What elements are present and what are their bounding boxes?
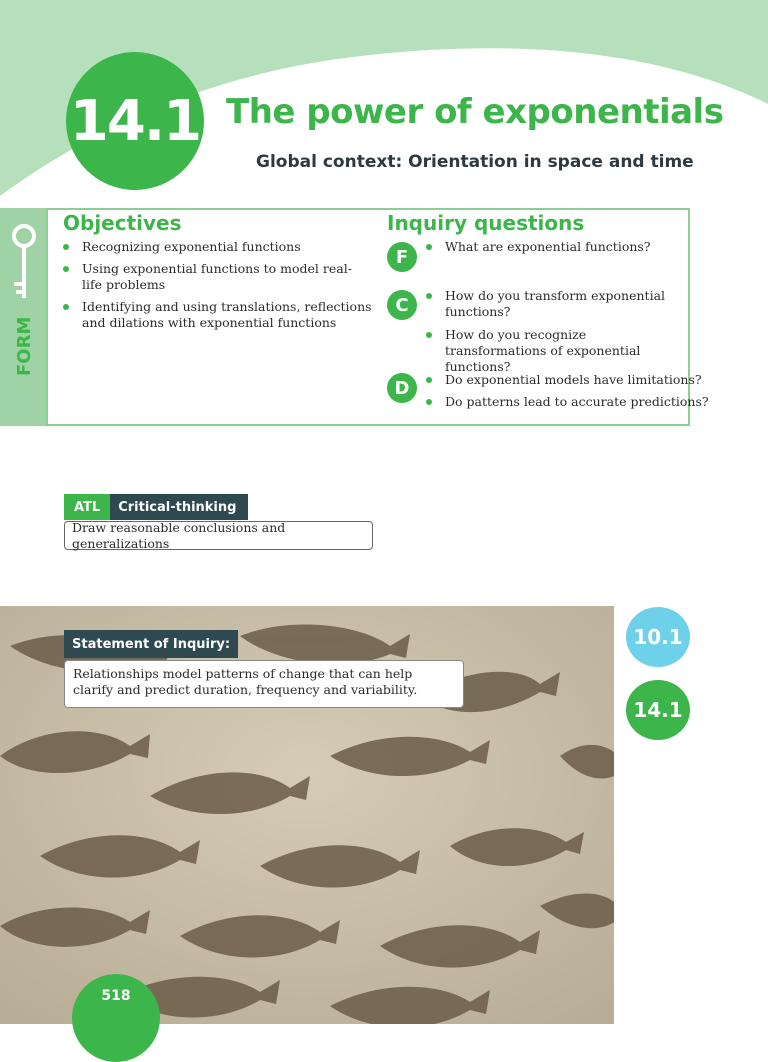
page-number-badge: [72, 974, 160, 1062]
bullet-icon: [426, 377, 432, 383]
statement-of-inquiry-box: [64, 660, 464, 708]
atl-text: Draw reasonable conclusions and generalizations: [72, 519, 286, 551]
current-unit-badge[interactable]: [626, 680, 690, 740]
bullet-icon: [63, 304, 69, 310]
current-unit-label: 14.1: [633, 698, 683, 722]
inquiry-question: How do you transform exponential functions?: [445, 288, 666, 319]
bullet-icon: [426, 293, 432, 299]
bullet-icon: [63, 266, 69, 272]
atl-tag: ATL: [64, 494, 110, 520]
inquiry-question: What are exponential functions?: [445, 239, 651, 254]
conceptual-letter-badge: [387, 290, 417, 320]
related-unit-label: 10.1: [633, 625, 683, 649]
page-number: 518: [101, 988, 131, 1004]
debatable-letter-badge: [387, 373, 417, 403]
atl-tab: [64, 494, 248, 520]
inquiry-heading: Inquiry questions: [387, 211, 585, 235]
objective-item: Recognizing exponential functions: [82, 239, 301, 254]
bullet-icon: [426, 399, 432, 405]
atl-box: [64, 521, 373, 550]
page-title: The power of exponentials: [226, 92, 724, 132]
form-label: FORM: [14, 316, 35, 376]
related-unit-badge[interactable]: [626, 607, 690, 667]
letter-d: D: [394, 377, 410, 399]
statement-of-inquiry-heading: Statement of Inquiry:: [64, 630, 238, 658]
bullet-icon: [426, 244, 432, 250]
inquiry-question: Do patterns lead to accurate predictions?: [445, 394, 709, 409]
chapter-number-badge: [66, 52, 204, 190]
letter-f: F: [395, 246, 409, 268]
objective-item: Identifying and using translations, reflections and dilations with exponential functions: [82, 299, 372, 330]
bullet-icon: [63, 244, 69, 250]
factual-letter-badge: [387, 242, 417, 272]
chapter-number: 14.1: [69, 88, 201, 154]
statement-of-inquiry-text: Relationships model patterns of change that can help clarify and predict duration, frequency and variability.: [73, 666, 418, 697]
key-icon: [8, 222, 40, 306]
inquiry-question: Do exponential models have limitations?: [445, 372, 702, 387]
bullet-icon: [426, 332, 432, 338]
letter-c: C: [395, 294, 409, 316]
inquiry-question: How do you recognize transformations of exponential functions?: [445, 327, 641, 374]
objectives-heading: Objectives: [63, 211, 182, 235]
objective-item: Using exponential functions to model real-life problems: [82, 261, 352, 292]
atl-skill: Critical-thinking: [110, 494, 248, 520]
global-context: Global context: Orientation in space and time: [256, 152, 694, 172]
